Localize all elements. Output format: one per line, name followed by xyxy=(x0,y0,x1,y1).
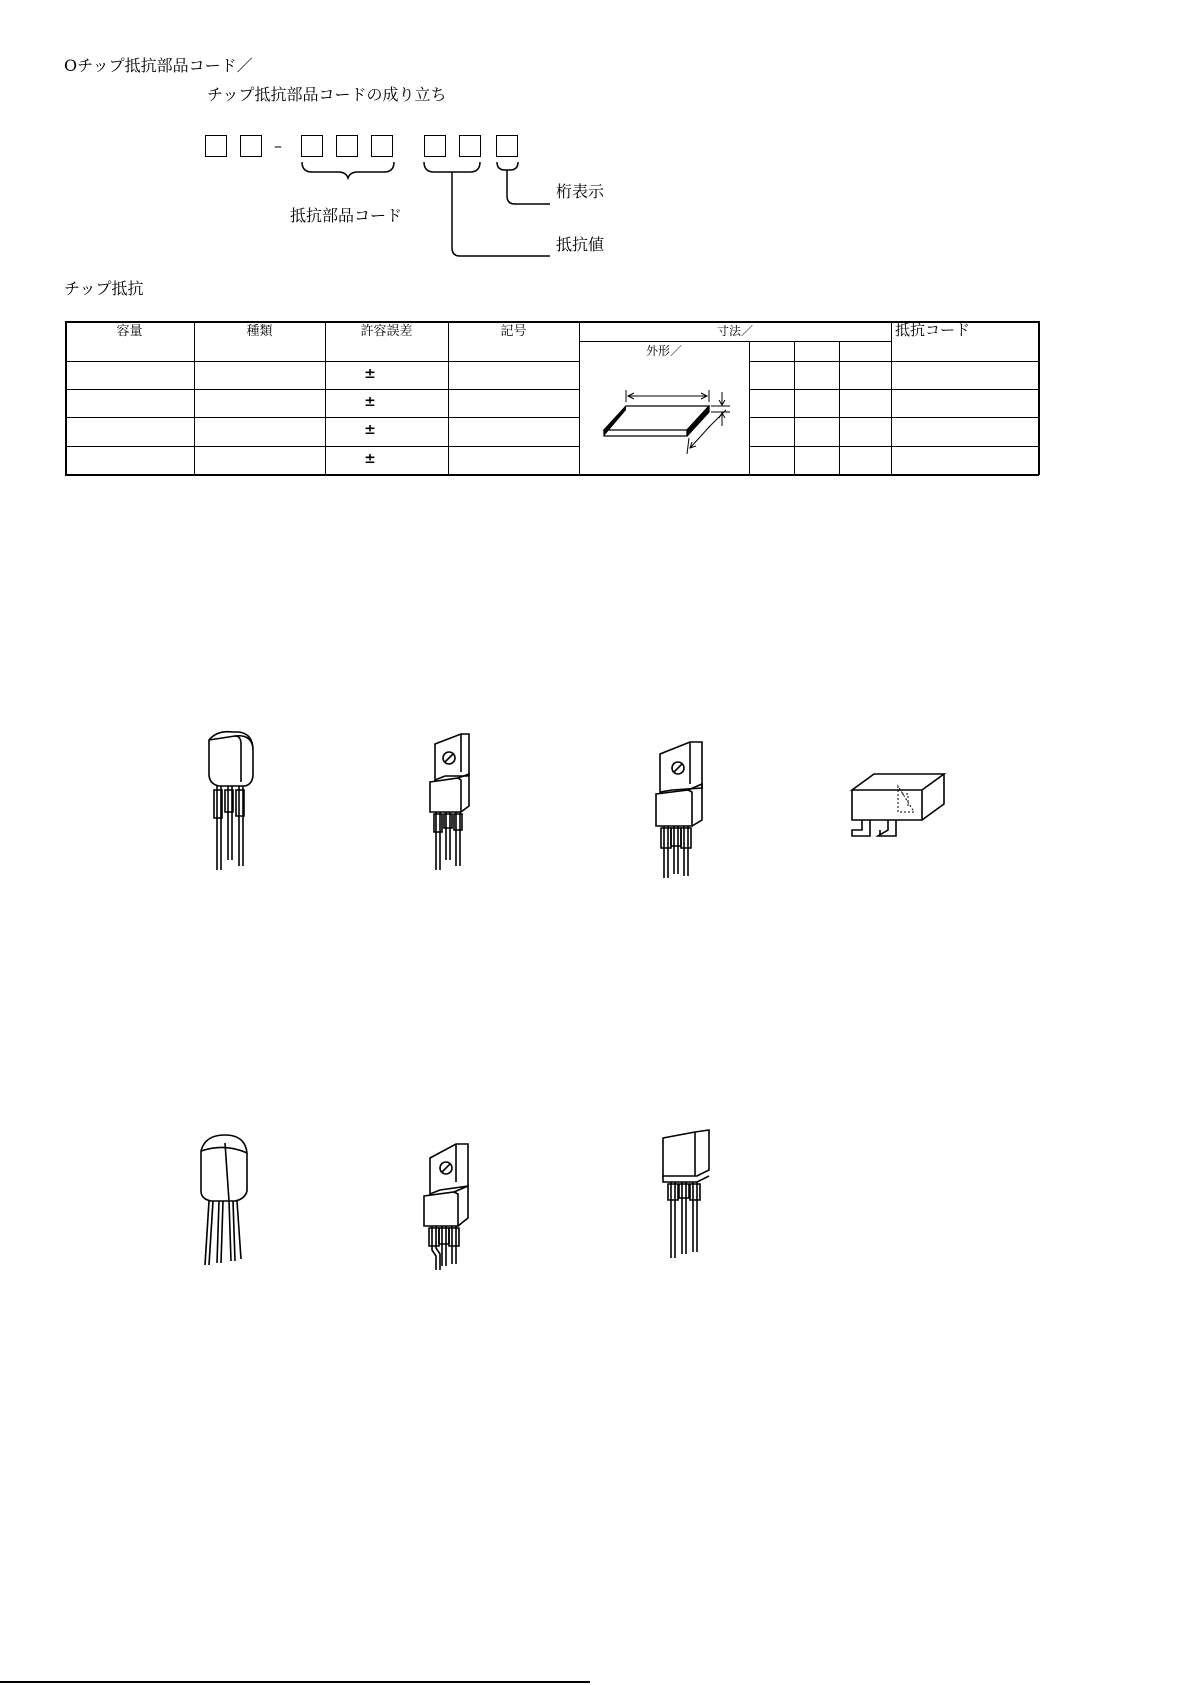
section-title: Oチップ抵抗部品コード／ xyxy=(64,56,253,75)
to220-transistor-drawing xyxy=(425,720,495,880)
code-dash: – xyxy=(274,136,282,155)
header-outline: 外形／ xyxy=(645,344,682,358)
code-connector-lines xyxy=(0,0,1191,300)
table-title: チップ抵抗 xyxy=(64,279,144,298)
tolerance-symbol: ± xyxy=(364,451,376,467)
header-symbol: 記号 xyxy=(500,324,527,339)
label-part-code: 抵抗部品コード xyxy=(290,206,403,225)
to126-transistor-drawing xyxy=(655,1120,725,1270)
header-dimensions: 寸法／ xyxy=(716,324,753,338)
structure-title: チップ抵抗部品コードの成り立ち xyxy=(207,85,447,104)
smd-transistor-drawing xyxy=(840,760,950,860)
tolerance-symbol: ± xyxy=(364,366,376,382)
header-tolerance: 許容誤差 xyxy=(360,324,413,339)
label-digit: 桁表示 xyxy=(556,182,605,201)
to220-full-pack-transistor-drawing xyxy=(650,728,720,888)
header-type: 種類 xyxy=(246,324,273,339)
to92-transistor-drawing xyxy=(195,720,275,880)
to92-long-lead-transistor-drawing xyxy=(195,1125,265,1275)
chip-resistor-table xyxy=(65,321,1039,475)
to220-bent-lead-transistor-drawing xyxy=(418,1130,488,1280)
chip-resistor-outline-drawing xyxy=(580,362,749,474)
tolerance-symbol: ± xyxy=(364,394,376,410)
header-resistor-code: 抵抗コード xyxy=(895,321,971,339)
footer-rule xyxy=(0,1681,590,1683)
label-value: 抵抗値 xyxy=(556,235,605,254)
tolerance-symbol: ± xyxy=(364,422,376,438)
header-capacity: 容量 xyxy=(116,324,143,339)
